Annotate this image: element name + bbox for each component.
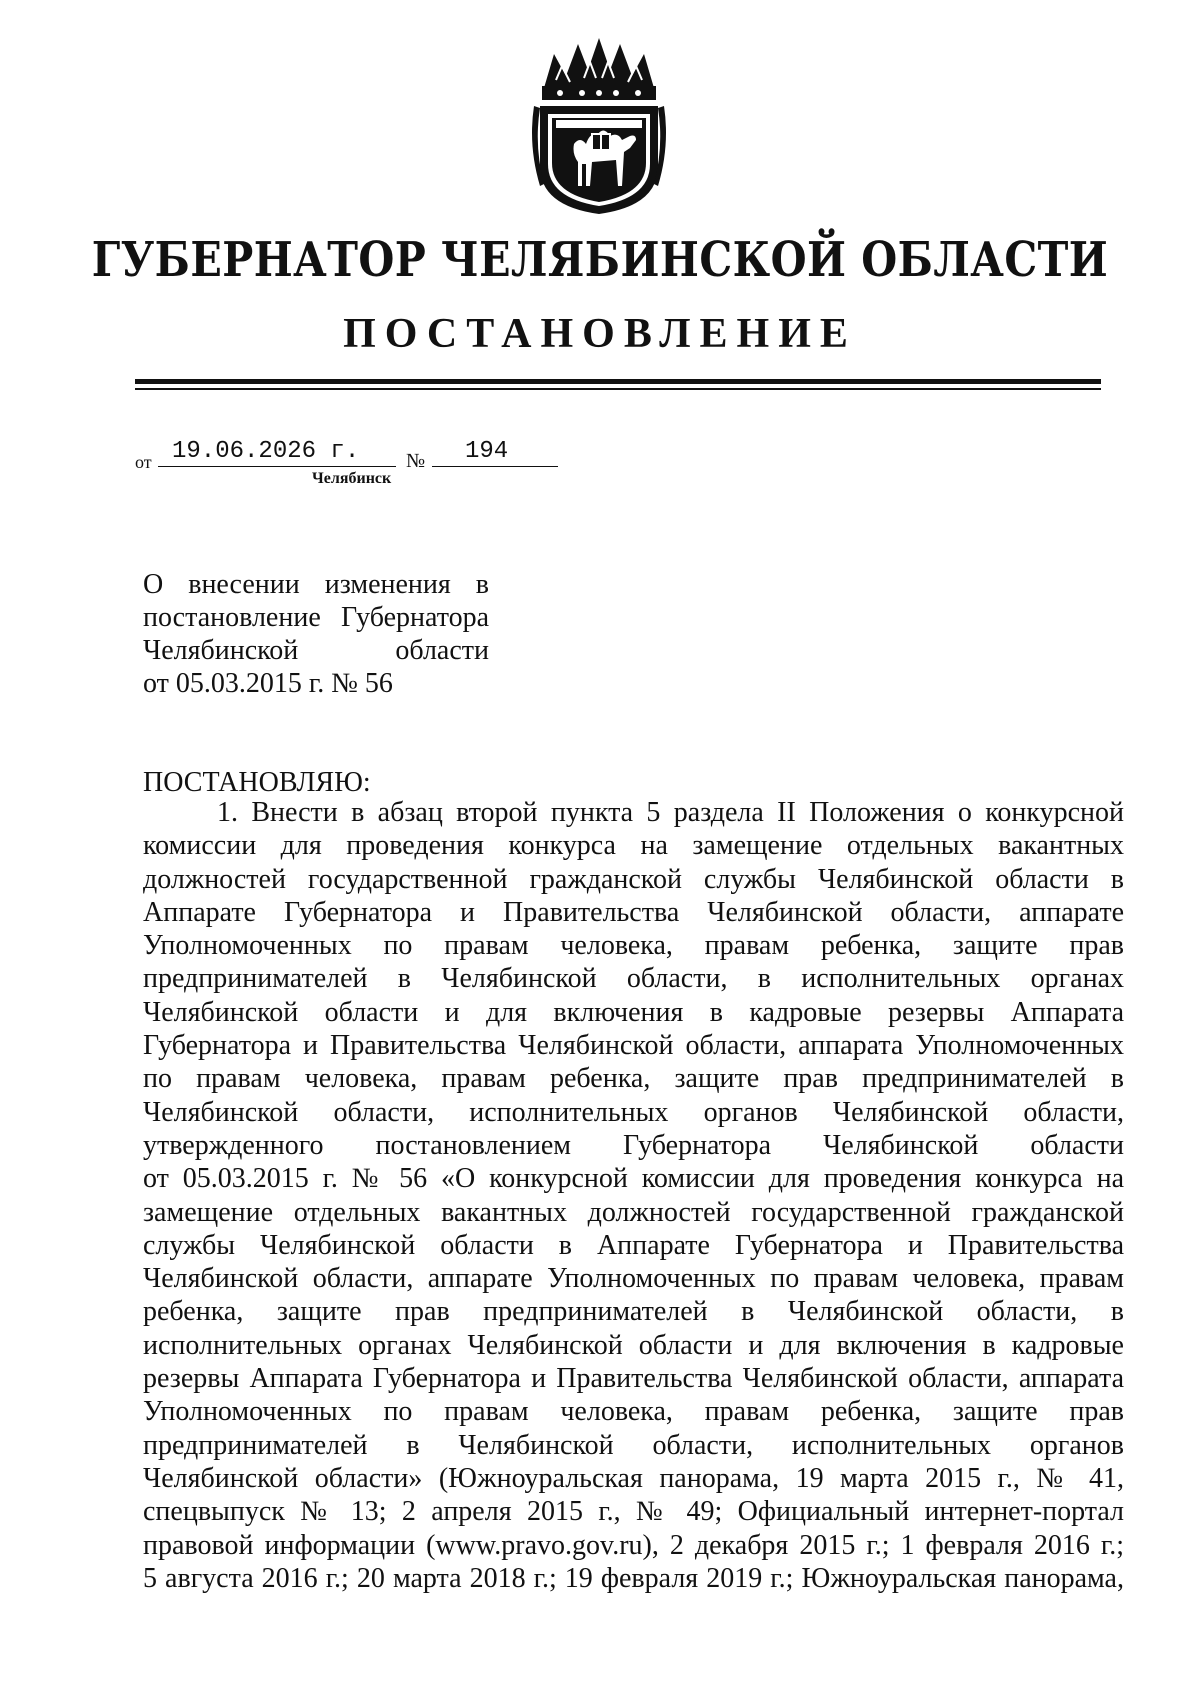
body-line: Аппарате Губернатора и Правительства Челябинской области, аппарате — [143, 896, 1124, 928]
body-line: предпринимателей в Челябинской области, исполнительных органов — [143, 1429, 1124, 1461]
body-line: предпринимателей в Челябинской области, в исполнительных органах — [143, 963, 1124, 995]
date-underline — [158, 466, 396, 467]
body-line: правовой информации (www.pravo.gov.ru), 2 декабря 2015 г.; 1 февраля 2016 г.; — [143, 1529, 1124, 1561]
decree-word: ПОСТАНОВЛЯЮ: — [143, 767, 371, 798]
body-line: Челябинской области, исполнительных органов Челябинской области, — [143, 1096, 1124, 1128]
body-line: спецвыпуск № 13; 2 апреля 2015 г., № 49; Официальный интернет-портал — [143, 1496, 1124, 1528]
subject-line: Челябинской области — [143, 635, 489, 666]
body-line: Челябинской области и для включения в кадровые резервы Аппарата — [143, 996, 1124, 1028]
body-line: утвержденного постановлением Губернатора Челябинской области — [143, 1129, 1124, 1161]
body-line: ребенка, защите прав предпринимателей в Челябинской области, в — [143, 1296, 1124, 1328]
body-line: по правам человека, правам ребенка, защите прав предпринимателей в — [143, 1063, 1124, 1095]
body-line: от 05.03.2015 г. № 56 «О конкурсной комиссии для проведения конкурса на — [143, 1163, 1124, 1195]
body-text — [143, 796, 1124, 1595]
header-rule-thick — [135, 379, 1101, 384]
header-rule-thin — [135, 388, 1101, 390]
body-line: должностей государственной гражданской службы Челябинской области в — [143, 863, 1124, 895]
document-number: 194 — [465, 438, 509, 465]
number-underline — [432, 466, 558, 467]
document-type: ПОСТАНОВЛЕНИЕ — [343, 311, 857, 357]
date-label: от — [135, 452, 152, 472]
body-line: 1. Внести в абзац второй пункта 5 раздела II Положения о конкурсной — [217, 797, 1124, 828]
subject-line: постановление Губернатора — [143, 602, 489, 633]
subject-line: О внесении изменения в — [143, 569, 489, 600]
body-line: Губернатора и Правительства Челябинской области, аппарата Уполномоченных — [143, 1030, 1124, 1062]
document-date: 19.06.2026 г. — [172, 438, 360, 465]
body-line: замещение отдельных вакантных должностей государственной гражданской — [143, 1196, 1124, 1228]
number-label: № — [406, 450, 426, 472]
subject-line: от 05.03.2015 г. № 56 — [143, 668, 393, 699]
body-line: 5 августа 2016 г.; 20 марта 2018 г.; 19 февраля 2019 г.; Южноуральская панорама, — [143, 1562, 1124, 1594]
chelyabinsk-coat-of-arms-icon — [526, 36, 672, 216]
body-line: Уполномоченных по правам человека, правам ребенка, защите прав — [143, 930, 1124, 962]
body-line: Челябинской области» (Южноуральская панорама, 19 марта 2015 г., № 41, — [143, 1462, 1124, 1494]
body-line: комиссии для проведения конкурса на замещение отдельных вакантных — [143, 830, 1124, 862]
authority-title: ГУБЕРНАТОР ЧЕЛЯБИНСКОЙ ОБЛАСТИ — [91, 232, 1109, 288]
body-line: Челябинской области, аппарате Уполномоченных по правам человека, правам — [143, 1263, 1124, 1295]
body-line: исполнительных органах Челябинской области и для включения в кадровые — [143, 1329, 1124, 1361]
city-name: Челябинск — [312, 470, 392, 487]
body-line: Уполномоченных по правам человека, правам ребенка, защите прав — [143, 1396, 1124, 1428]
body-line: резервы Аппарата Губернатора и Правительства Челябинской области, аппарата — [143, 1363, 1124, 1395]
body-line: службы Челябинской области в Аппарате Губернатора и Правительства — [143, 1229, 1124, 1261]
document-subject — [143, 568, 489, 700]
